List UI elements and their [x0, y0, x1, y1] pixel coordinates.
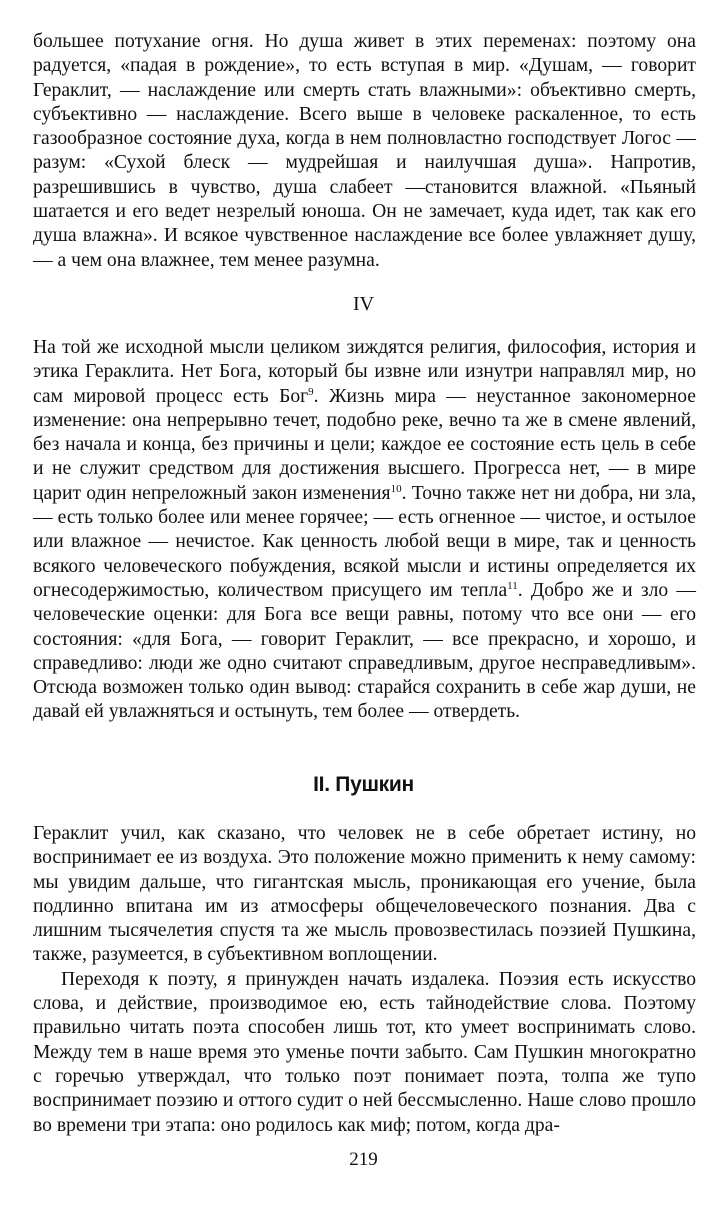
- body-text-top: [33, 30, 696, 273]
- page-number: 219: [349, 1149, 378, 1170]
- paragraph-text: . Добро же и зло — человеческие оценки: для Бога все вещи равны, потому что все они — его состояния: «для Бога, — говорит Гераклит, — все прекрасно, и хорошо, и справедливо: люди же одно считают справедливым, другое несправедливым». Отсюда возможен только один вывод: старайся сохранить в себе жар души, не давай ей увлажняться и остынуть, тем более — отвердеть.: [33, 579, 696, 723]
- paragraph: большее потухание огня. Но душа живет в этих переменах: поэтому она радуется, «падая в рождение», то есть вступая в мир. «Душам, — говорит Гераклит, — наслаждение или смерть стать влажными»: объективно смерть, субъективно — наслаждение. Всего выше в человеке раскаленное, то есть газообразное состояние духа, когда в нем полновластно господствует Логос — разум: «Сухой блеск — мудрейшая и наилучшая душа». Напротив, разрешившись в чувство, душа слабеет —становится влажной. «Пьяный шатается и его ведет незрелый юноша. Он не замечает, куда идет, так как его душа влажна». И всякое чувственное наслаждение все более увлажняет душу, — а чем она влажнее, тем менее разумна.: [33, 31, 696, 271]
- paragraph-text: . Жизнь мира — неустанное закономерное изменение: она непрерывно течет, подобно реке, вечно та же в смене явлений, без начала и конца, без причины и цели; каждое ее состояние есть цель в себе и не служит средством для достижения высшего. Прогресса нет, — в мире царит один непреложный закон изменения: [33, 385, 696, 504]
- paragraph: [33, 336, 696, 725]
- body-text-section-iv: [33, 336, 696, 725]
- footnote-ref: 10: [390, 482, 402, 495]
- paragraph-text: . Точно также нет ни добра, ни зла, — есть только более или менее горячее; — есть огненное — чистое, и остылое или влажное — нечистое. Как ценность любой вещи в мире, так и ценность всякого человеческого побуждения, всякой мысли и истины определяется их огнесодержимостью, количеством присущего им тепла: [33, 482, 697, 601]
- paragraph: Переходя к поэту, я принужден начать издалека. Поэзия есть искусство слова, и действие, производимое ею, есть тайнодействие слова. Поэтому правильно читать поэта способен лишь тот, кто умеет воспринимать слово. Между тем в наше время это уменье почти забыто. Сам Пушкин многократно с горечью утверждал, что только поэт понимает поэта, толпа же тупо воспринимает поэзию и оттого судит о ней бессмысленно. Наше слово прошло во времени три этапа: оно родилось как миф; потом, когда дра-: [33, 968, 696, 1136]
- paragraph: Гераклит учил, как сказано, что человек не в себе обретает истину, но воспринимает ее из воздуха. Это положение можно применить к нему самому: мы увидим дальше, что гигантская мысль, проникающая его учение, была подлинно впитана им из атмосферы общечеловеческого познания. Два с лишним тысячелетия спустя та же мысль провозвестилась поэзией Пушкина, также, разумеется, в субъективном воплощении.: [33, 823, 696, 966]
- section-heading: IV: [352, 293, 375, 315]
- footnote-ref: 11: [507, 579, 518, 592]
- body-text-pushkin: [33, 822, 696, 1138]
- paragraph-text: На той же исходной мысли целиком зиждятся религия, философия, история и этика Гераклита. Нет Бога, который бы извне или изнутри направлял мир, но сам мировой процесс есть Бог: [33, 337, 696, 407]
- chapter-title: II. Пушкин: [313, 773, 414, 796]
- footnote-ref: 9: [308, 385, 314, 398]
